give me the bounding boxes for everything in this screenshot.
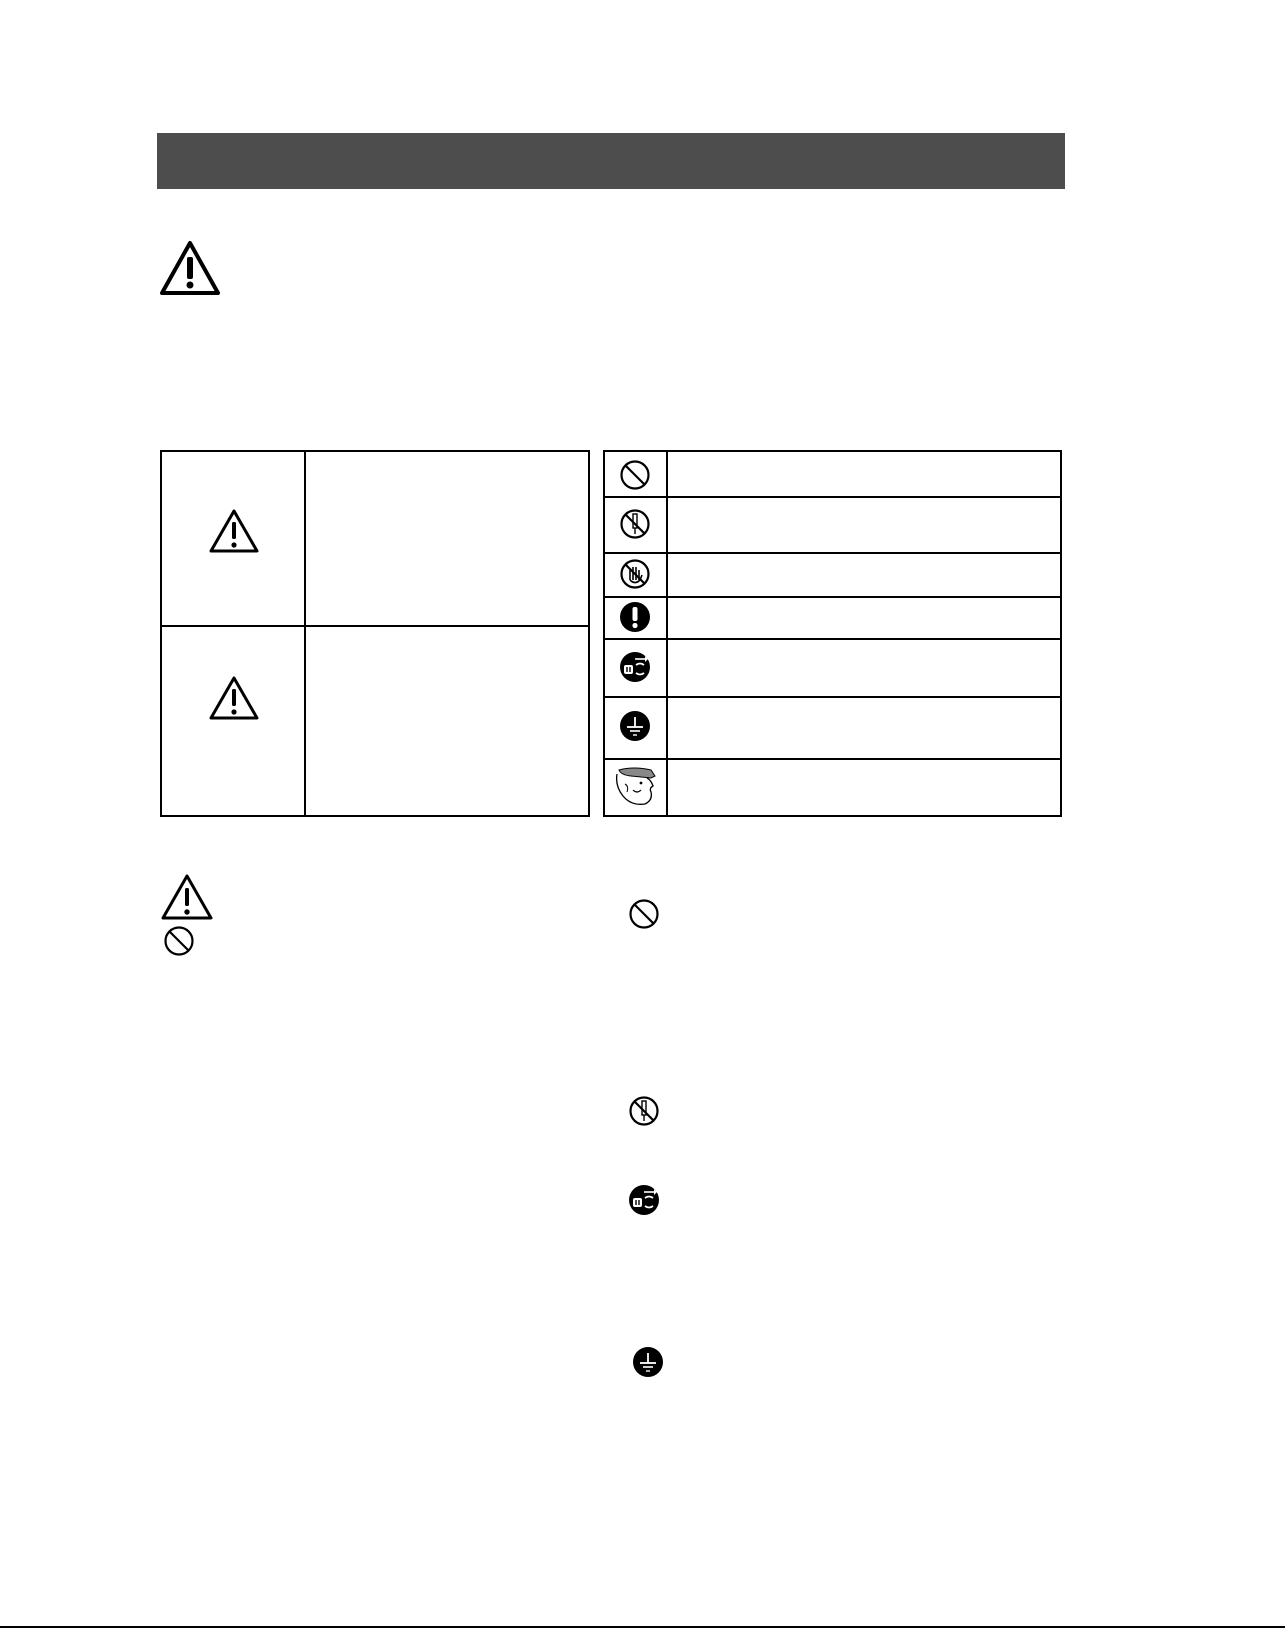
warning-triangle-icon bbox=[208, 508, 260, 554]
signal-row bbox=[162, 452, 588, 627]
header-title bbox=[157, 149, 177, 173]
header-bar bbox=[157, 133, 1065, 189]
do-not-disassemble-icon bbox=[628, 1095, 660, 1127]
unplug-icon bbox=[619, 651, 651, 683]
page-bottom-edge bbox=[0, 1626, 1285, 1628]
warning-triangle-icon bbox=[208, 675, 260, 721]
prohibition-icon bbox=[619, 459, 651, 491]
symbol-table bbox=[603, 450, 1062, 817]
face-caution-icon bbox=[611, 764, 661, 810]
signal-row bbox=[162, 627, 588, 815]
unplug-icon bbox=[628, 1184, 660, 1216]
signal-word-table bbox=[160, 450, 590, 817]
ground-connection-icon bbox=[632, 1346, 664, 1378]
do-not-disassemble-icon bbox=[619, 508, 651, 540]
prohibition-icon bbox=[628, 898, 660, 930]
ground-connection-icon bbox=[619, 710, 651, 742]
prohibition-icon bbox=[163, 925, 195, 957]
do-not-touch-icon bbox=[619, 558, 651, 590]
warning-triangle-icon bbox=[159, 240, 221, 296]
warning-triangle-icon bbox=[160, 873, 214, 921]
mandatory-action-icon bbox=[619, 601, 651, 633]
